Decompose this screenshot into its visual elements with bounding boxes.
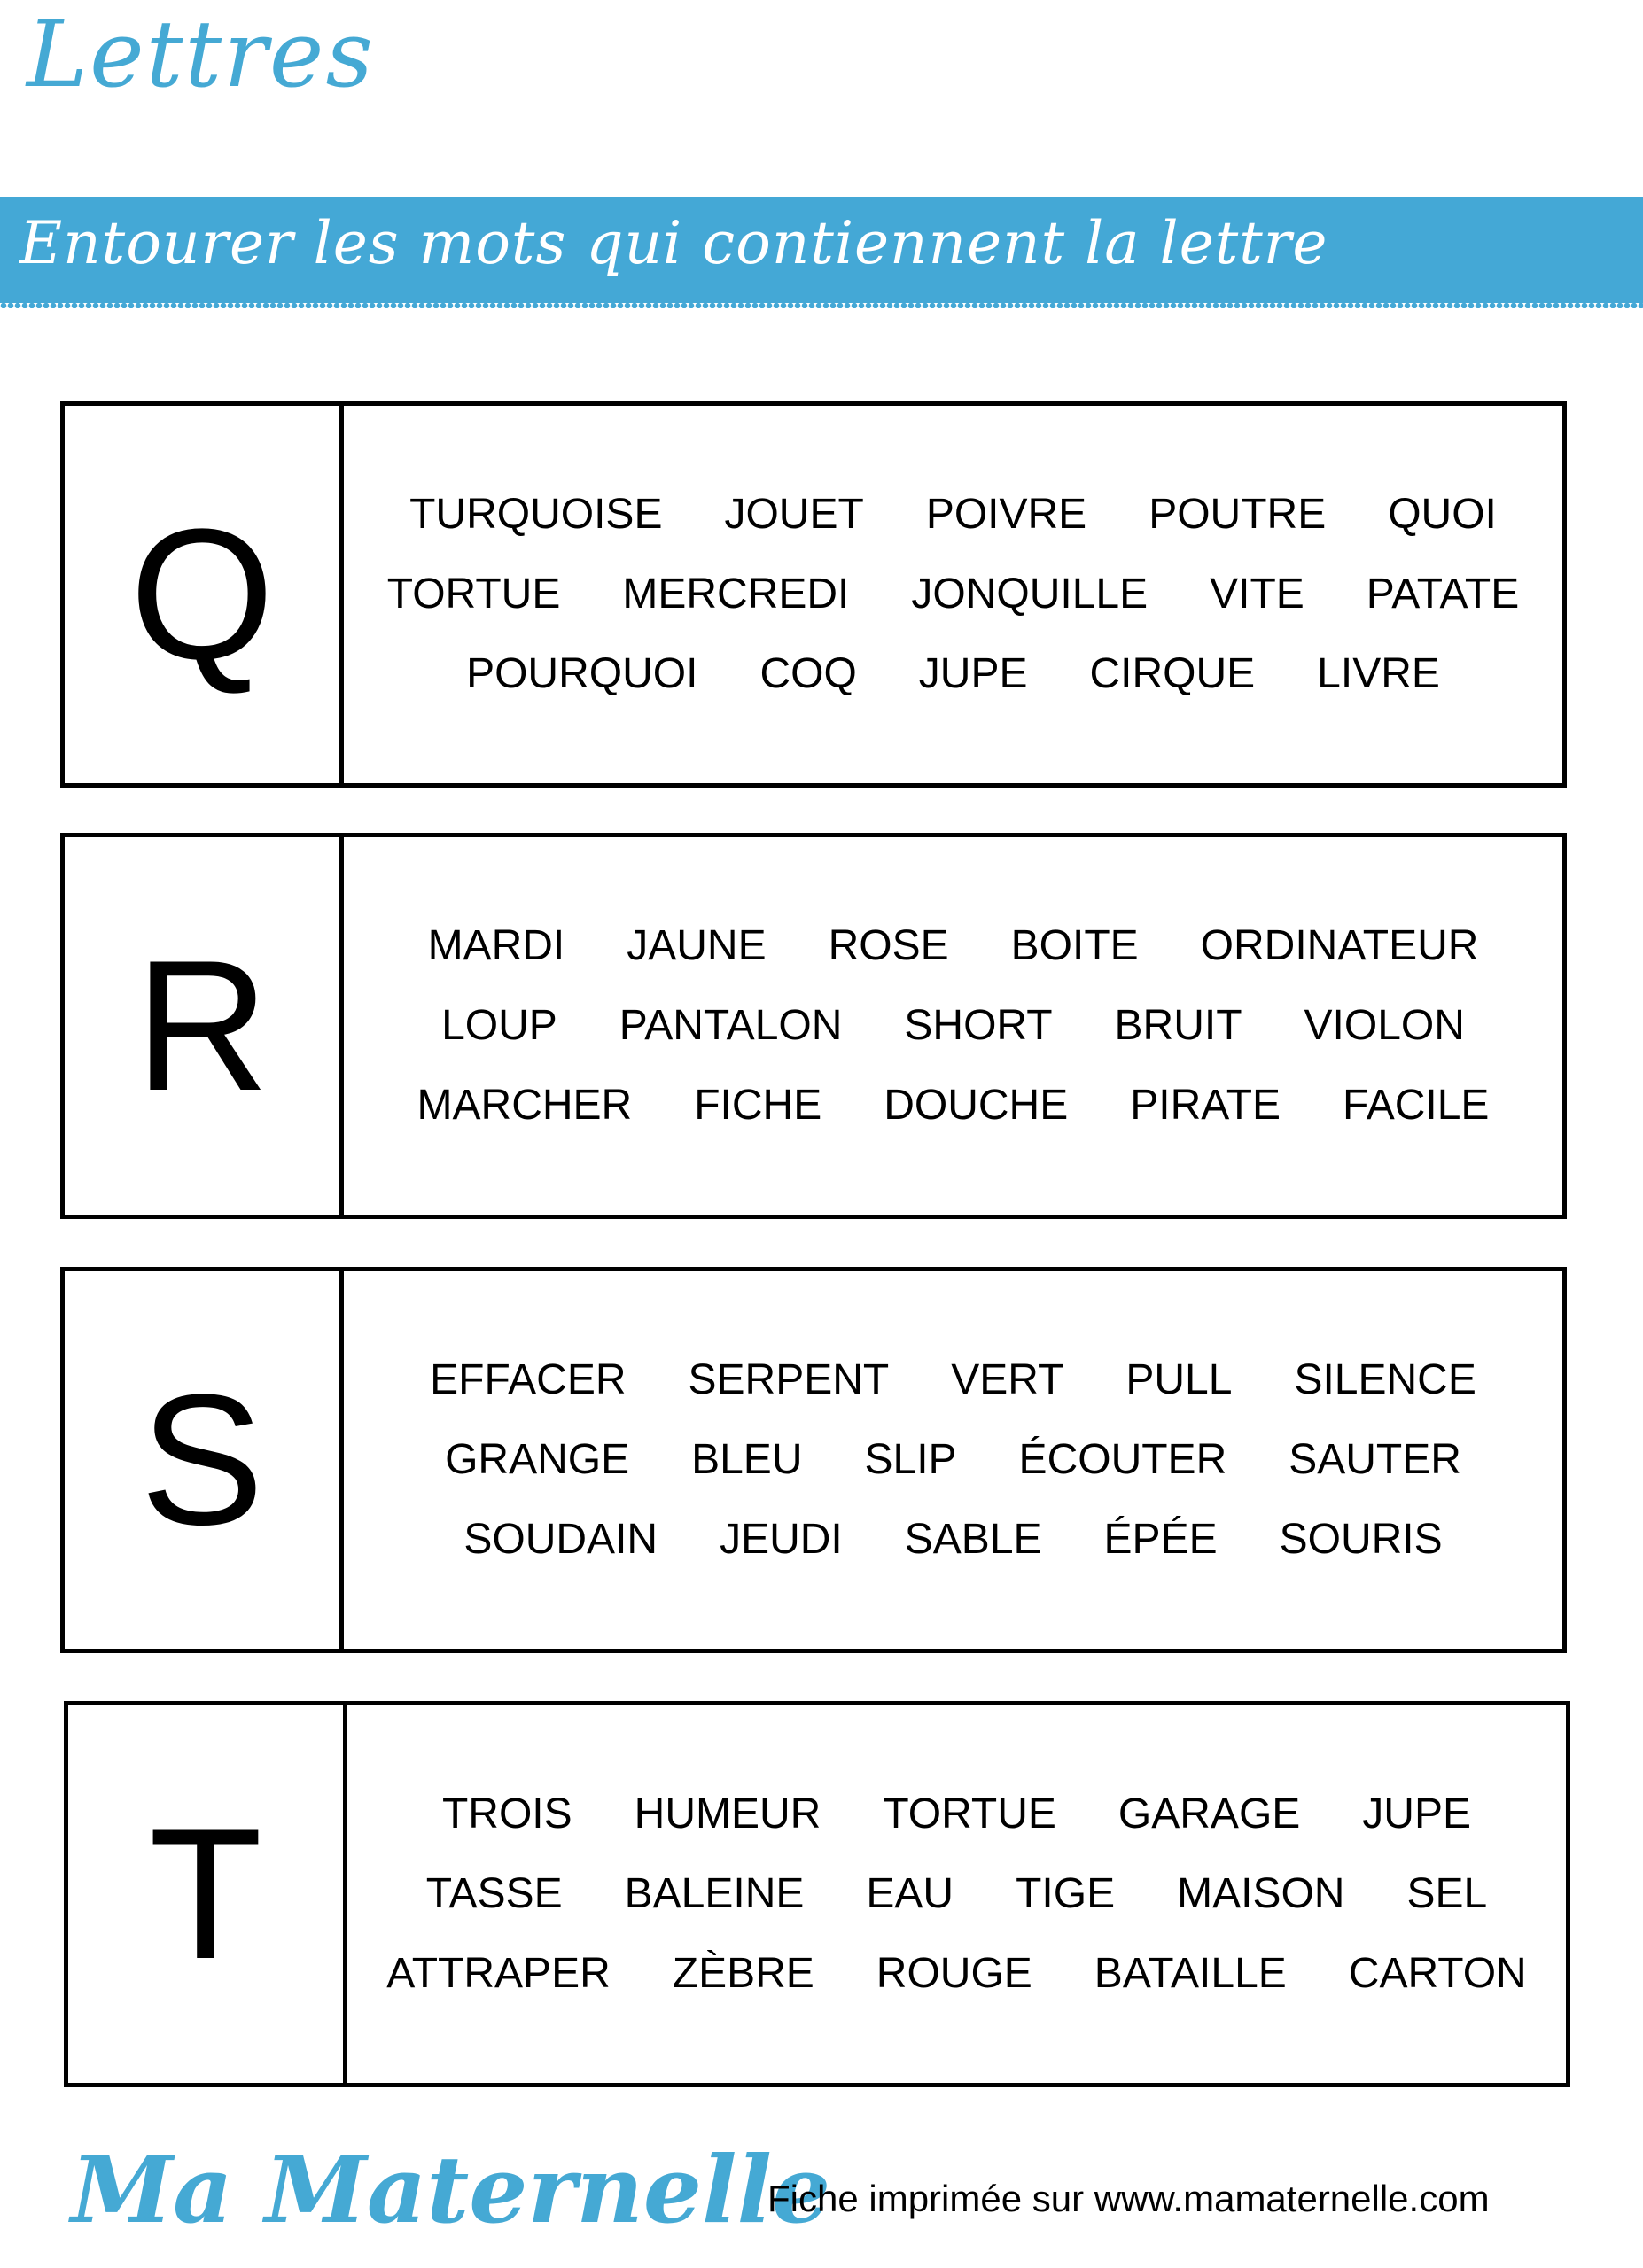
word-line [344,1084,1562,1127]
letter-row [60,401,1567,788]
word[interactable]: POIVRE [925,491,1087,538]
word[interactable]: GARAGE [1117,1790,1301,1837]
word-line [344,650,1562,697]
word[interactable]: EAU [866,1870,954,1917]
word[interactable]: CARTON [1348,1950,1527,1997]
banner-dotted-edge [0,303,1643,308]
target-letter: T [68,1705,347,2083]
word[interactable]: SABLE [904,1516,1042,1563]
word[interactable]: POURQUOI [466,650,698,697]
word[interactable]: TORTUE [883,1790,1056,1837]
word[interactable]: LIVRE [1317,650,1440,697]
word[interactable]: POUTRE [1149,491,1327,538]
word[interactable]: SERPENT [688,1356,890,1403]
word[interactable]: FACILE [1343,1082,1490,1129]
word[interactable]: LOUP [441,1002,557,1049]
word[interactable]: TIGE [1016,1870,1116,1917]
brand-logo: Ma Maternelle [71,2135,831,2244]
word[interactable]: JAUNE [627,922,767,969]
word[interactable]: PATATE [1366,571,1520,617]
word[interactable]: BATAILLE [1094,1950,1287,1997]
word-line [344,1356,1562,1403]
word[interactable]: DOUCHE [884,1082,1069,1129]
word[interactable]: JOUET [724,491,864,538]
word[interactable]: SLIP [864,1436,957,1483]
word[interactable]: GRANGE [445,1436,630,1483]
word[interactable]: BOITE [1010,922,1139,969]
word[interactable]: HUMEUR [634,1790,822,1837]
word[interactable]: JEUDI [720,1516,843,1563]
word[interactable]: ATTRAPER [386,1950,611,1997]
word[interactable]: SEL [1406,1870,1488,1917]
word-line [344,1002,1562,1049]
word[interactable]: BRUIT [1114,1002,1242,1049]
word[interactable]: ORDINATEUR [1200,922,1479,969]
word-line [344,922,1562,969]
letter-row [60,833,1567,1219]
word[interactable]: PIRATE [1130,1082,1281,1129]
word[interactable]: TURQUOISE [409,491,663,538]
word[interactable]: SILENCE [1294,1356,1476,1403]
word-list [344,837,1562,1215]
word-list [344,1271,1562,1649]
word-line [347,1950,1566,1997]
word[interactable]: ÉCOUTER [1018,1436,1227,1483]
word-line [347,1790,1566,1837]
footer-text: Fiche imprimée sur www.mamaternelle.com [767,2178,1490,2219]
word[interactable]: MARDI [427,922,565,969]
word[interactable]: ÉPÉE [1103,1516,1218,1563]
word[interactable]: ROSE [828,922,949,969]
letter-row [64,1701,1570,2087]
word[interactable]: VERT [951,1356,1064,1403]
word[interactable]: PULL [1125,1356,1233,1403]
word[interactable]: EFFACER [430,1356,627,1403]
target-letter: R [65,837,344,1215]
word[interactable]: FICHE [694,1082,822,1129]
word[interactable]: TORTUE [386,571,561,617]
word-line [344,493,1562,536]
target-letter: S [65,1271,344,1649]
word-list [344,406,1562,783]
word-line [344,1436,1562,1483]
word[interactable]: SOURIS [1279,1516,1443,1563]
instruction-text: Entourer les mots qui contiennent la lettre [19,209,1328,277]
word[interactable]: BALEINE [624,1870,805,1917]
word[interactable]: ZÈBRE [672,1950,814,1997]
page-title: Lettres [27,0,375,108]
word[interactable]: JONQUILLE [911,571,1149,617]
word[interactable]: COQ [759,650,857,697]
word[interactable]: JUPE [1362,1790,1471,1837]
word-line [344,573,1562,616]
word[interactable]: TASSE [425,1870,563,1917]
target-letter: Q [65,406,344,783]
letter-row [60,1267,1567,1653]
word[interactable]: JUPE [918,650,1028,697]
instruction-banner [0,197,1643,303]
word[interactable]: CIRQUE [1089,650,1256,697]
word[interactable]: BLEU [691,1436,803,1483]
word[interactable]: MERCREDI [622,571,850,617]
word[interactable]: ROUGE [876,1950,1032,1997]
word-line [347,1870,1566,1917]
word-line [344,1518,1562,1561]
word-list [347,1705,1566,2083]
word[interactable]: VITE [1210,571,1304,617]
word[interactable]: TROIS [441,1790,572,1837]
word[interactable]: VIOLON [1304,1002,1465,1049]
word[interactable]: SHORT [904,1002,1053,1049]
word[interactable]: MARCHER [417,1082,633,1129]
word[interactable]: QUOI [1388,491,1497,538]
word[interactable]: SAUTER [1289,1436,1461,1483]
banner-dotted-edge [0,197,1643,202]
word[interactable]: SOUDAIN [463,1516,658,1563]
word[interactable]: MAISON [1177,1870,1345,1917]
word[interactable]: PANTALON [619,1002,843,1049]
